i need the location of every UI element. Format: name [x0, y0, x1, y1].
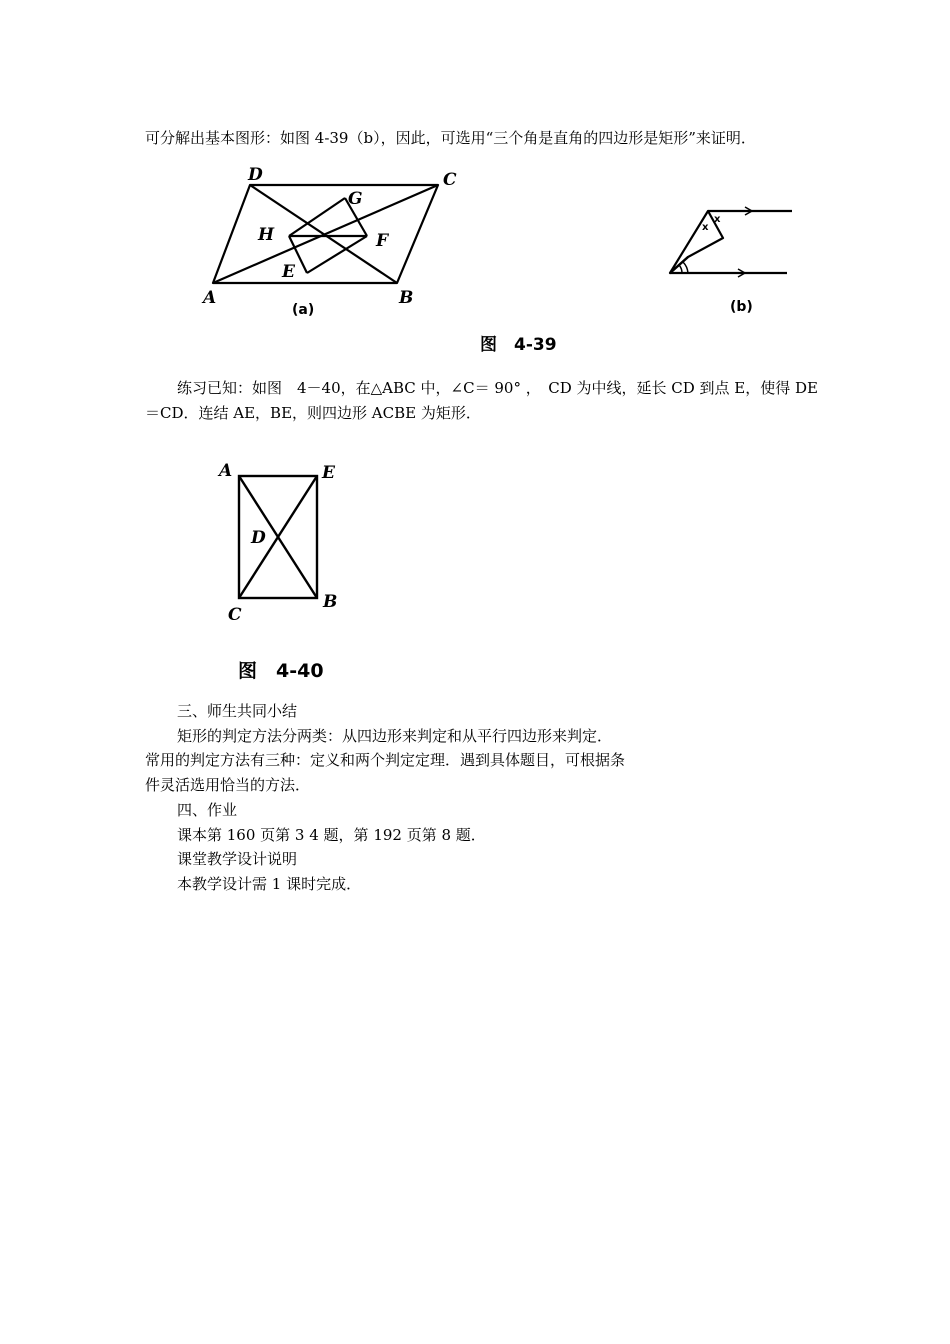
exercise-line-2: ＝CD．连结 AE，BE，则四边形 ACBE 为矩形． [145, 404, 481, 422]
label-E: E [282, 262, 295, 282]
exercise-line-1: 练习已知：如图 4－40，在△ABC 中，∠C＝ 90° ， CD 为中线，延长 CD 到点 E，使得 DE [177, 379, 818, 397]
summary-line-3: 件灵活选用恰当的方法． [145, 776, 311, 794]
label-D: D [251, 528, 266, 548]
label-A: A [219, 461, 233, 481]
figure-4-39b [660, 195, 800, 320]
summary-heading: 三、师生共同小结 [177, 702, 298, 720]
figure-4-40 [215, 455, 345, 630]
label-B: B [323, 592, 338, 612]
homework-line-1: 课本第 160 页第 3 4 题，第 192 页第 8 题． [177, 826, 486, 844]
label-C: C [443, 170, 457, 190]
tick-mark-x2: x [714, 214, 721, 225]
label-C: C [228, 605, 242, 625]
subcaption-a: (a) [292, 302, 315, 318]
tick-mark-x1: x [702, 222, 709, 233]
design-note-line-1: 本教学设计需 1 课时完成． [177, 875, 362, 893]
label-H: H [258, 225, 275, 245]
label-A: A [203, 288, 217, 308]
design-note-heading: 课堂教学设计说明 [177, 850, 298, 868]
caption-fig-4-39: 图 4-39 [480, 335, 557, 355]
homework-heading: 四、作业 [177, 801, 238, 819]
label-E: E [322, 463, 335, 483]
figure-4-39a [195, 160, 475, 320]
summary-line-1: 矩形的判定方法分两类：从四边形来判定和从平行四边形来判定． [177, 727, 613, 745]
summary-line-2: 常用的判定方法有三种：定义和两个判定定理．遇到具体题目，可根据条 [145, 751, 626, 769]
caption-fig-4-40: 图 4-40 [238, 660, 324, 682]
paragraph-text: 可分解出基本图形：如图 4-39（b），因此，可选用“三个角是直角的四边形是矩形”来证明． [145, 129, 756, 147]
label-D: D [248, 165, 263, 185]
subcaption-b: (b) [730, 299, 753, 315]
label-B: B [399, 288, 414, 308]
label-G: G [348, 189, 363, 209]
label-F: F [376, 231, 389, 251]
